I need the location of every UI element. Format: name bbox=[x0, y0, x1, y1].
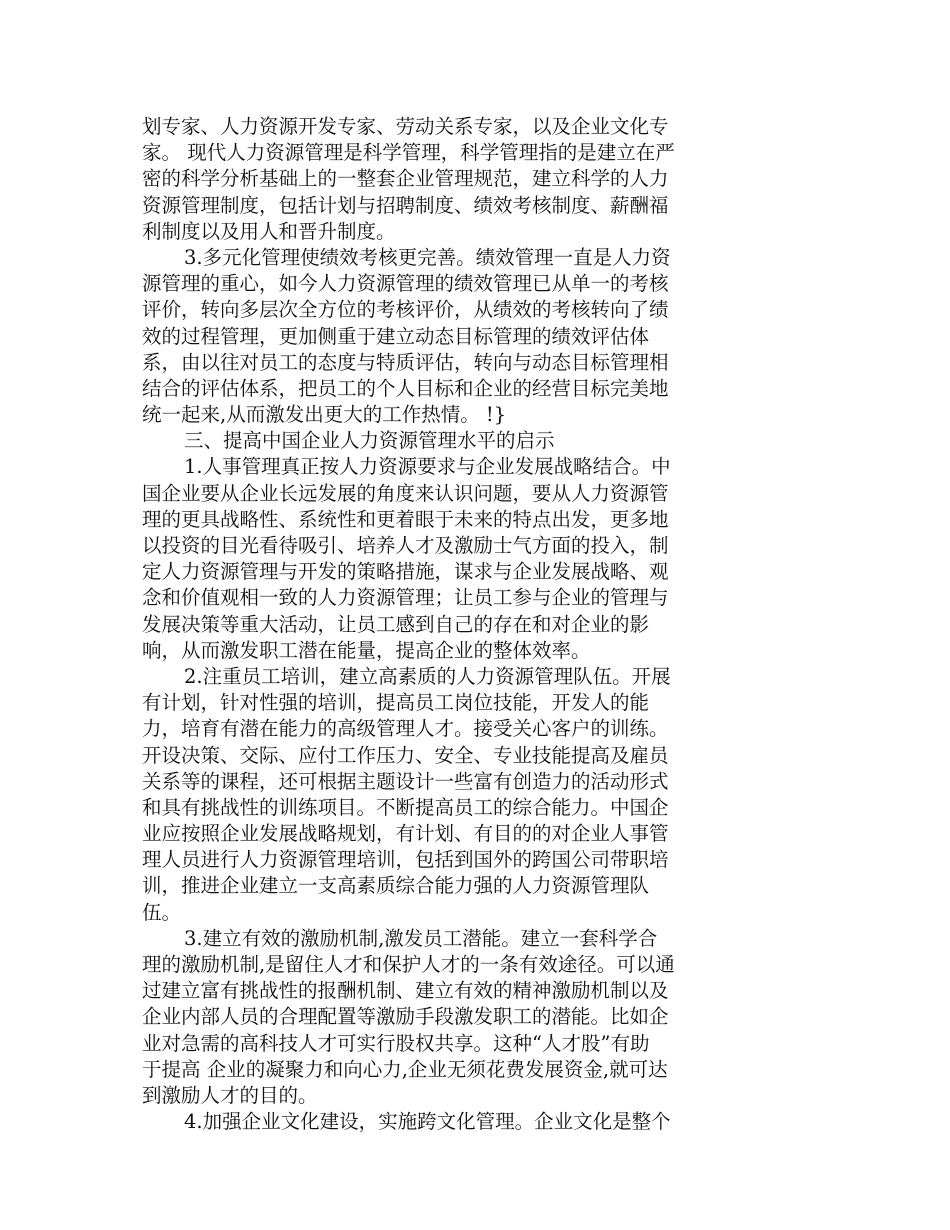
document-body bbox=[142, 114, 752, 1135]
text-line: 力，培育有潜在能力的高级管理人才。接受关心客户的训练。 bbox=[142, 717, 669, 741]
text-line: 伍。 bbox=[142, 900, 182, 924]
text-line: 三、提高中国企业人力资源管理水平的启示 bbox=[184, 429, 555, 453]
text-line: 业应按照企业发展战略规划，有计划、有目的的对企业人事管 bbox=[142, 822, 669, 846]
text-line: 2.注重员工培训，建立高素质的人力资源管理队伍。开展 bbox=[184, 664, 671, 688]
text-line: 有计划，针对性强的培训，提高员工岗位技能，开发人的能 bbox=[142, 691, 650, 715]
text-line: 源管理的重心，如今人力资源管理的绩效管理已从单一的考核 bbox=[142, 272, 669, 296]
text-line: 定人力资源管理与开发的策略措施，谋求与企业发展战略、观 bbox=[142, 560, 669, 584]
text-line: 系，由以往对员工的态度与特质评估，转向与动态目标管理相 bbox=[142, 350, 669, 374]
text-line: 理人员进行人力资源管理培训，包括到国外的跨国公司带职培 bbox=[142, 848, 669, 872]
text-line: 国企业要从企业长远发展的角度来认识问题，要从人力资源管 bbox=[142, 481, 669, 505]
text-line: 业对急需的高科技人才可实行股权共享。这种“人才股”有助 bbox=[142, 1031, 650, 1055]
text-line: 结合的评估体系，把员工的个人目标和企业的经营目标完美地 bbox=[142, 376, 669, 400]
text-line: 理的更具战略性、系统性和更着眼于未来的特点出发，更多地 bbox=[142, 507, 669, 531]
text-line: 评价，转向多层次全方位的考核评价，从绩效的考核转向了绩 bbox=[142, 298, 669, 322]
text-line: 3.建立有效的激励机制,激发员工潜能。建立一套科学合 bbox=[184, 926, 658, 950]
text-line: 响，从而激发职工潜在能量，提高企业的整体效率。 bbox=[142, 638, 591, 662]
text-line: 利制度以及用人和晋升制度。 bbox=[142, 219, 396, 243]
text-line: 效的过程管理，更加侧重于建立动态目标管理的绩效评估体 bbox=[142, 324, 650, 348]
text-line: 资源管理制度，包括计划与招聘制度、绩效考核制度、薪酬福 bbox=[142, 193, 669, 217]
text-line: 到激励人才的目的。 bbox=[142, 1083, 318, 1107]
text-line: 过建立富有挑战性的报酬机制、建立有效的精神激励机制以及 bbox=[142, 979, 669, 1003]
text-line: 开设决策、交际、应付工作压力、安全、专业技能提高及雇员 bbox=[142, 743, 669, 767]
text-line: 家。 现代人力资源管理是科学管理，科学管理指的是建立在严 bbox=[142, 141, 675, 165]
text-line: 划专家、人力资源开发专家、劳动关系专家，以及企业文化专 bbox=[142, 115, 669, 138]
text-line: 4.加强企业文化建设，实施跨文化管理。企业文化是整个 bbox=[184, 1110, 671, 1134]
text-line: 密的科学分析基础上的一整套企业管理规范，建立科学的人力 bbox=[142, 167, 669, 191]
text-line: 念和价值观相一致的人力资源管理；让员工参与企业的管理与 bbox=[142, 586, 669, 610]
text-line: 统一起来,从而激发出更大的工作热情。 !} bbox=[142, 403, 507, 427]
text-line: 以投资的目光看待吸引、培养人才及激励士气方面的投入，制 bbox=[142, 534, 669, 557]
text-line: 训，推进企业建立一支高素质综合能力强的人力资源管理队 bbox=[142, 874, 650, 898]
text-line: 3.多元化管理使绩效考核更完善。绩效管理一直是人力资 bbox=[184, 245, 671, 269]
text-line: 发展决策等重大活动，让员工感到自己的存在和对企业的影 bbox=[142, 612, 650, 636]
text-line: 理的激励机制,是留住人才和保护人才的一条有效途径。可以通 bbox=[142, 953, 675, 976]
text-line: 关系等的课程，还可根据主题设计一些富有创造力的活动形式 bbox=[142, 769, 669, 793]
text-line: 企业内部人员的合理配置等激励手段激发职工的潜能。比如企 bbox=[142, 1005, 669, 1029]
text-line: 1.人事管理真正按人力资源要求与企业发展战略结合。中 bbox=[184, 455, 671, 479]
text-line: 和具有挑战性的训练项目。不断提高员工的综合能力。中国企 bbox=[142, 795, 669, 819]
text-line: 于提高 企业的凝聚力和向心力,企业无须花费发展资金,就可达 bbox=[142, 1057, 668, 1081]
